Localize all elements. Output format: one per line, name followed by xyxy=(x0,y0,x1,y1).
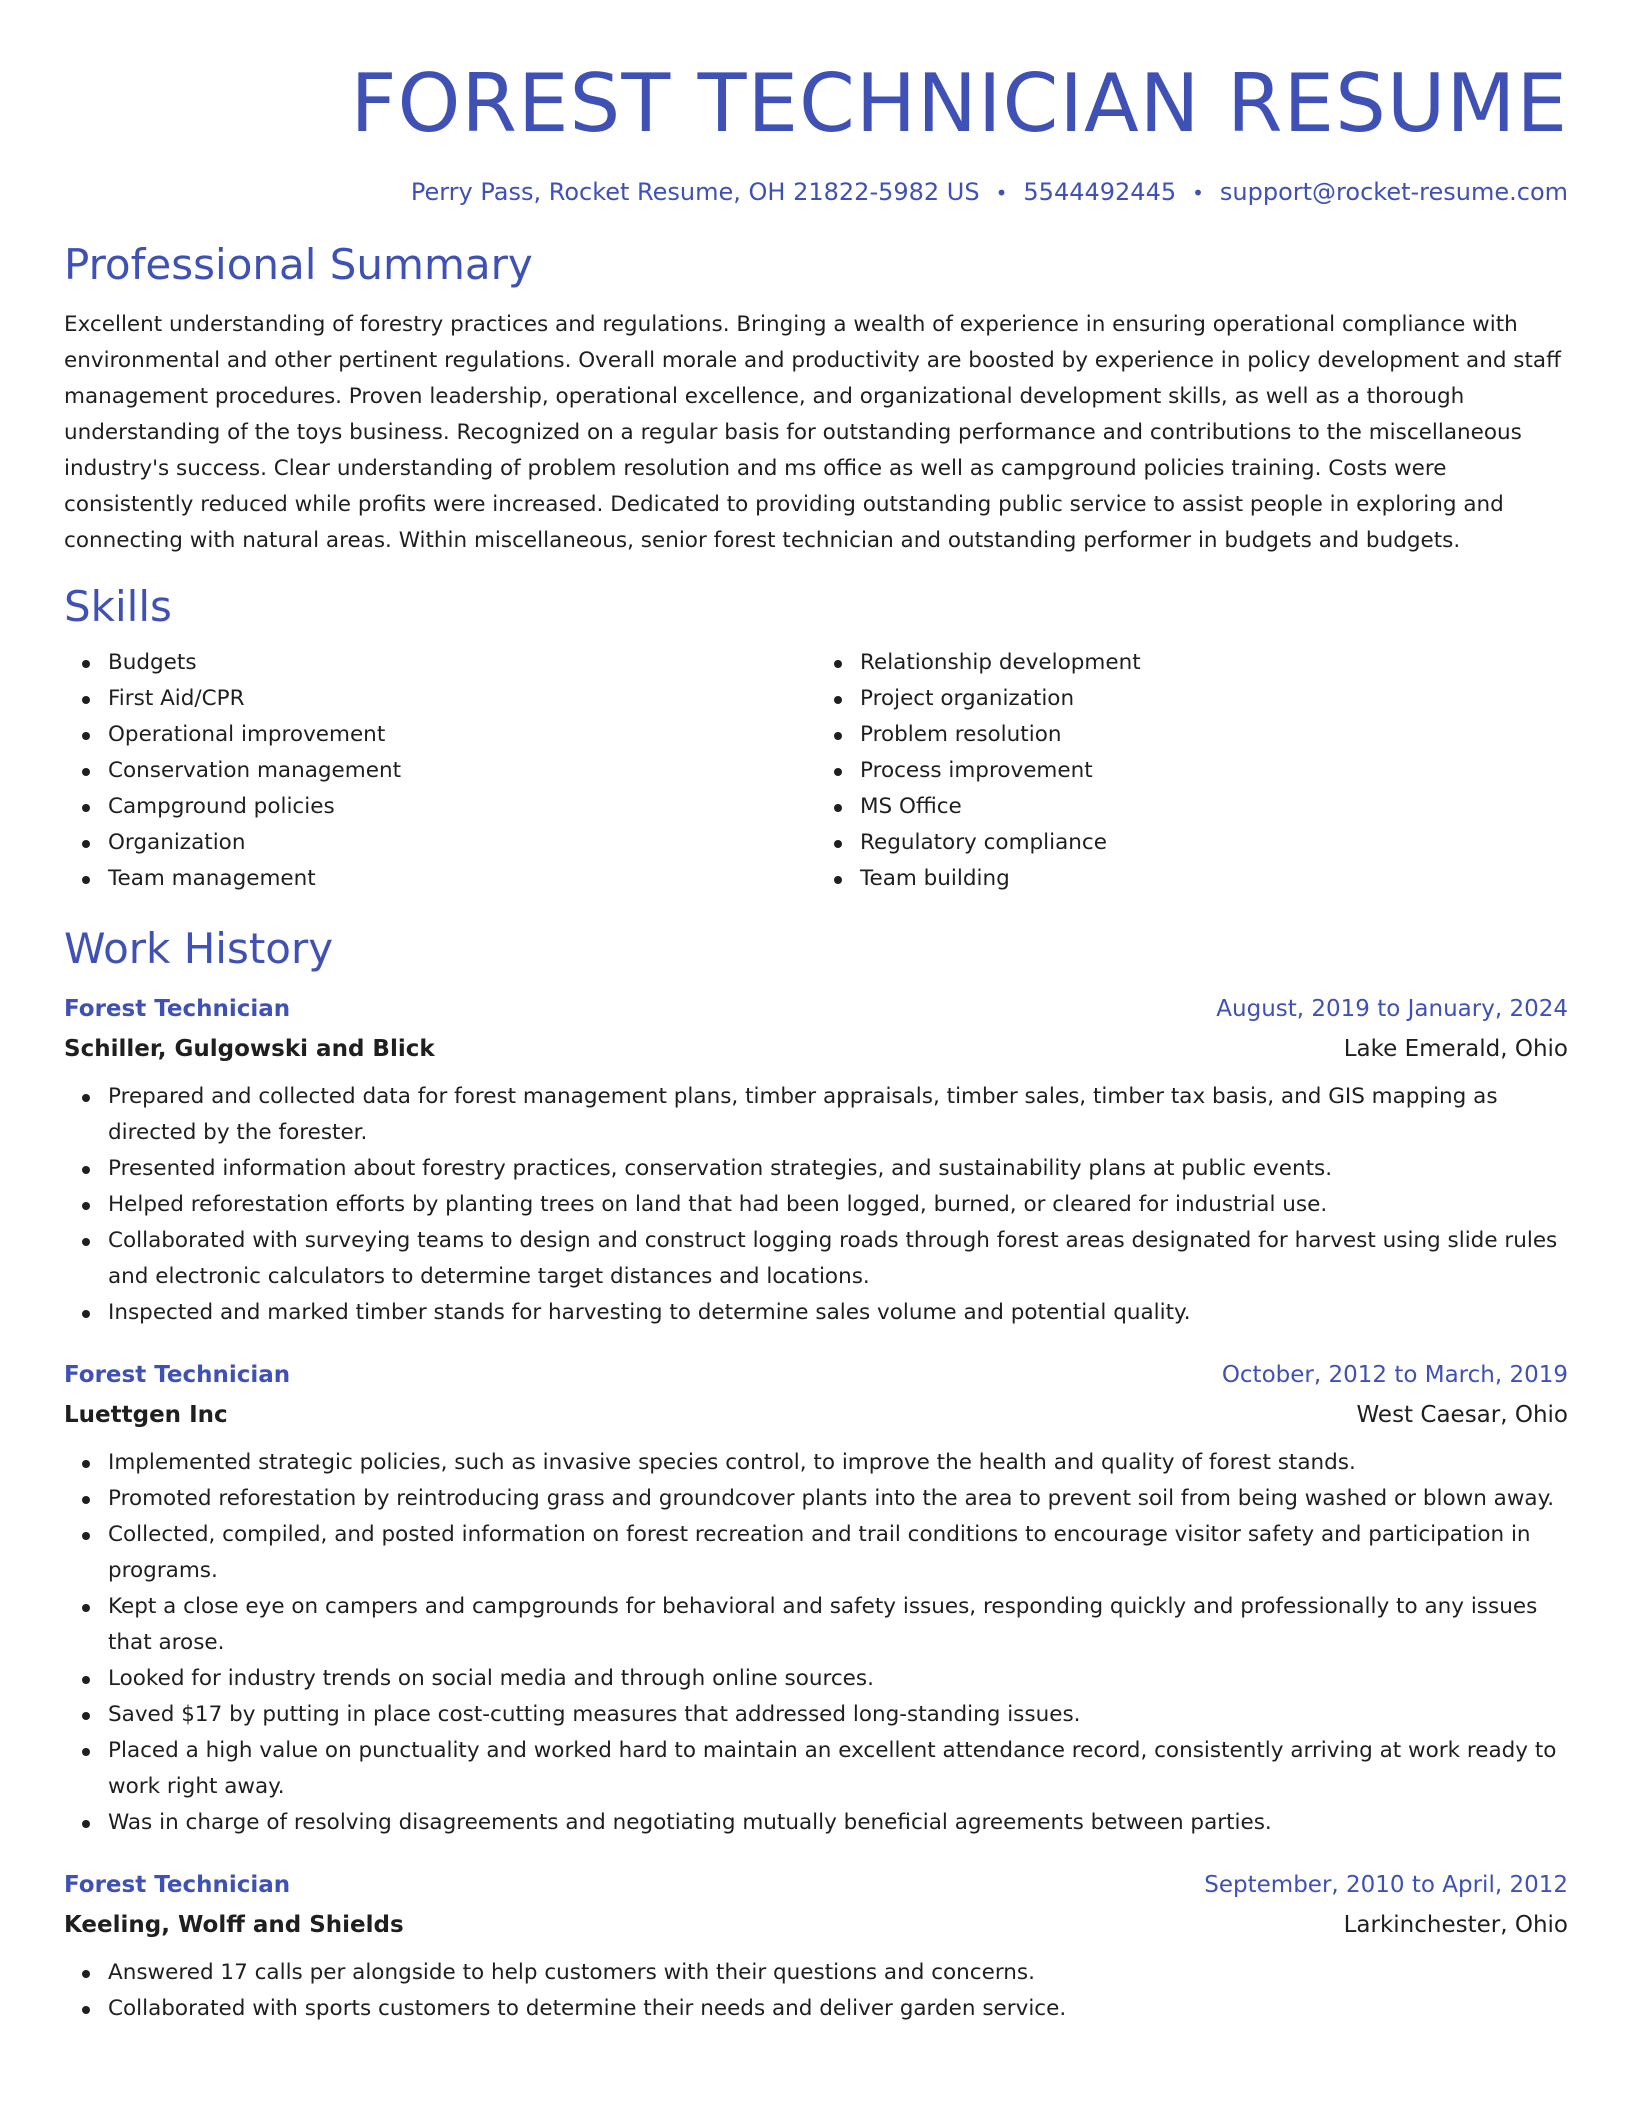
job-bullets xyxy=(64,1445,1568,1841)
job-bullet: Presented information about forestry practices, conservation strategies, and sustainability plans at public events. xyxy=(108,1151,1568,1187)
contact-separator: • xyxy=(995,181,1008,205)
job-bullet: Collaborated with surveying teams to design and construct logging roads through forest areas designated for harvest using slide rules and electronic calculators to determine target distances and locations. xyxy=(108,1223,1568,1295)
job-bullet: Promoted reforestation by reintroducing grass and groundcover plants into the area to prevent soil from being washed or blown away. xyxy=(108,1481,1568,1517)
job-bullet: Looked for industry trends on social media and through online sources. xyxy=(108,1661,1568,1697)
job-title-row xyxy=(64,1355,1568,1395)
contact-line xyxy=(64,176,1568,209)
skill-item: Relationship development xyxy=(860,645,1568,681)
skill-item: Regulatory compliance xyxy=(860,825,1568,861)
skill-item: Problem resolution xyxy=(860,717,1568,753)
job-bullet: Answered 17 calls per alongside to help customers with their questions and concerns. xyxy=(108,1955,1568,1991)
job-entry xyxy=(64,1865,1568,2027)
skills-heading: Skills xyxy=(64,582,172,631)
job-bullets xyxy=(64,1955,1568,2027)
job-location: Larkinchester, Ohio xyxy=(1343,1912,1568,1938)
job-company-row xyxy=(64,1905,1568,1945)
job-company: Keeling, Wolff and Shields xyxy=(64,1912,404,1938)
job-company-row xyxy=(64,1029,1568,1069)
job-title: Forest Technician xyxy=(64,996,291,1022)
job-entry xyxy=(64,1355,1568,1841)
work-history-heading: Work History xyxy=(64,924,334,973)
contact-separator: • xyxy=(1192,181,1204,205)
job-bullet: Prepared and collected data for forest management plans, timber appraisals, timber sales, timber tax basis, and GIS mapping as directed by the forester. xyxy=(108,1079,1568,1151)
job-company: Schiller, Gulgowski and Blick xyxy=(64,1036,435,1062)
job-company: Luettgen Inc xyxy=(64,1402,228,1428)
summary-text: Excellent understanding of forestry practices and regulations. Bringing a wealth of experience in ensuring operational compliance with environmental and other pertinent regulations. Overall morale and productivity are boosted by experience in policy development and staff management procedures. Proven leadership, operational excellence, and organizational development skills, as well as a thorough understanding of the toys business. Recognized on a regular basis for outstanding performance and contributions to the miscellaneous industry's success. Clear understanding of problem resolution and ms office as well as campground policies training. Costs were consistently reduced while profits were increased. Dedicated to providing outstanding public service to assist people in exploring and connecting with natural areas. Within miscellaneous, senior forest technician and outstanding performer in budgets and budgets. xyxy=(64,312,1561,553)
skill-item: Team management xyxy=(108,861,816,897)
contact-email[interactable]: support@rocket-resume.com xyxy=(1219,178,1568,206)
job-location: West Caesar, Ohio xyxy=(1356,1402,1568,1428)
skills-columns xyxy=(64,645,1568,897)
job-title-row xyxy=(64,1865,1568,1905)
skill-item: Conservation management xyxy=(108,753,816,789)
job-title: Forest Technician xyxy=(64,1362,291,1388)
skill-item: Process improvement xyxy=(860,753,1568,789)
job-bullet: Collaborated with sports customers to determine their needs and deliver garden service. xyxy=(108,1991,1568,2027)
skill-item: Project organization xyxy=(860,681,1568,717)
resume-header xyxy=(64,58,1568,209)
job-bullets xyxy=(64,1079,1568,1331)
skill-item: MS Office xyxy=(860,789,1568,825)
resume-page xyxy=(64,0,1568,2027)
job-bullet: Placed a high value on punctuality and worked hard to maintain an excellent attendance record, consistently arriving at work ready to work right away. xyxy=(108,1733,1568,1805)
skill-item: Team building xyxy=(860,861,1568,897)
job-title-row xyxy=(64,989,1568,1029)
job-bullet: Implemented strategic policies, such as invasive species control, to improve the health and quality of forest stands. xyxy=(108,1445,1568,1481)
resume-title: FOREST TECHNICIAN RESUME xyxy=(350,57,1568,150)
summary-heading: Professional Summary xyxy=(64,240,533,289)
contact-address: Perry Pass, Rocket Resume, OH 21822-5982 US xyxy=(410,178,980,206)
skill-item: Budgets xyxy=(108,645,816,681)
skills-list-right xyxy=(816,645,1568,897)
skill-item: First Aid/CPR xyxy=(108,681,816,717)
skill-item: Operational improvement xyxy=(108,717,816,753)
skills-list-left xyxy=(64,645,816,897)
job-dates: August, 2019 to January, 2024 xyxy=(1216,996,1568,1022)
job-bullet: Collected, compiled, and posted information on forest recreation and trail conditions to encourage visitor safety and participation in programs. xyxy=(108,1517,1568,1589)
skill-item: Organization xyxy=(108,825,816,861)
job-dates: October, 2012 to March, 2019 xyxy=(1221,1362,1568,1388)
job-bullet: Saved $17 by putting in place cost-cutting measures that addressed long-standing issues. xyxy=(108,1697,1568,1733)
job-company-row xyxy=(64,1395,1568,1435)
job-bullet: Helped reforestation efforts by planting trees on land that had been logged, burned, or cleared for industrial use. xyxy=(108,1187,1568,1223)
job-location: Lake Emerald, Ohio xyxy=(1343,1036,1568,1062)
job-dates: September, 2010 to April, 2012 xyxy=(1204,1872,1568,1898)
skill-item: Campground policies xyxy=(108,789,816,825)
job-bullet: Kept a close eye on campers and campgrounds for behavioral and safety issues, responding quickly and professionally to any issues that arose. xyxy=(108,1589,1568,1661)
job-title: Forest Technician xyxy=(64,1872,291,1898)
job-bullet: Was in charge of resolving disagreements and negotiating mutually beneficial agreements between parties. xyxy=(108,1805,1568,1841)
job-entry xyxy=(64,989,1568,1331)
job-bullet: Inspected and marked timber stands for harvesting to determine sales volume and potential quality. xyxy=(108,1295,1568,1331)
contact-phone[interactable]: 5544492445 xyxy=(1023,178,1177,206)
